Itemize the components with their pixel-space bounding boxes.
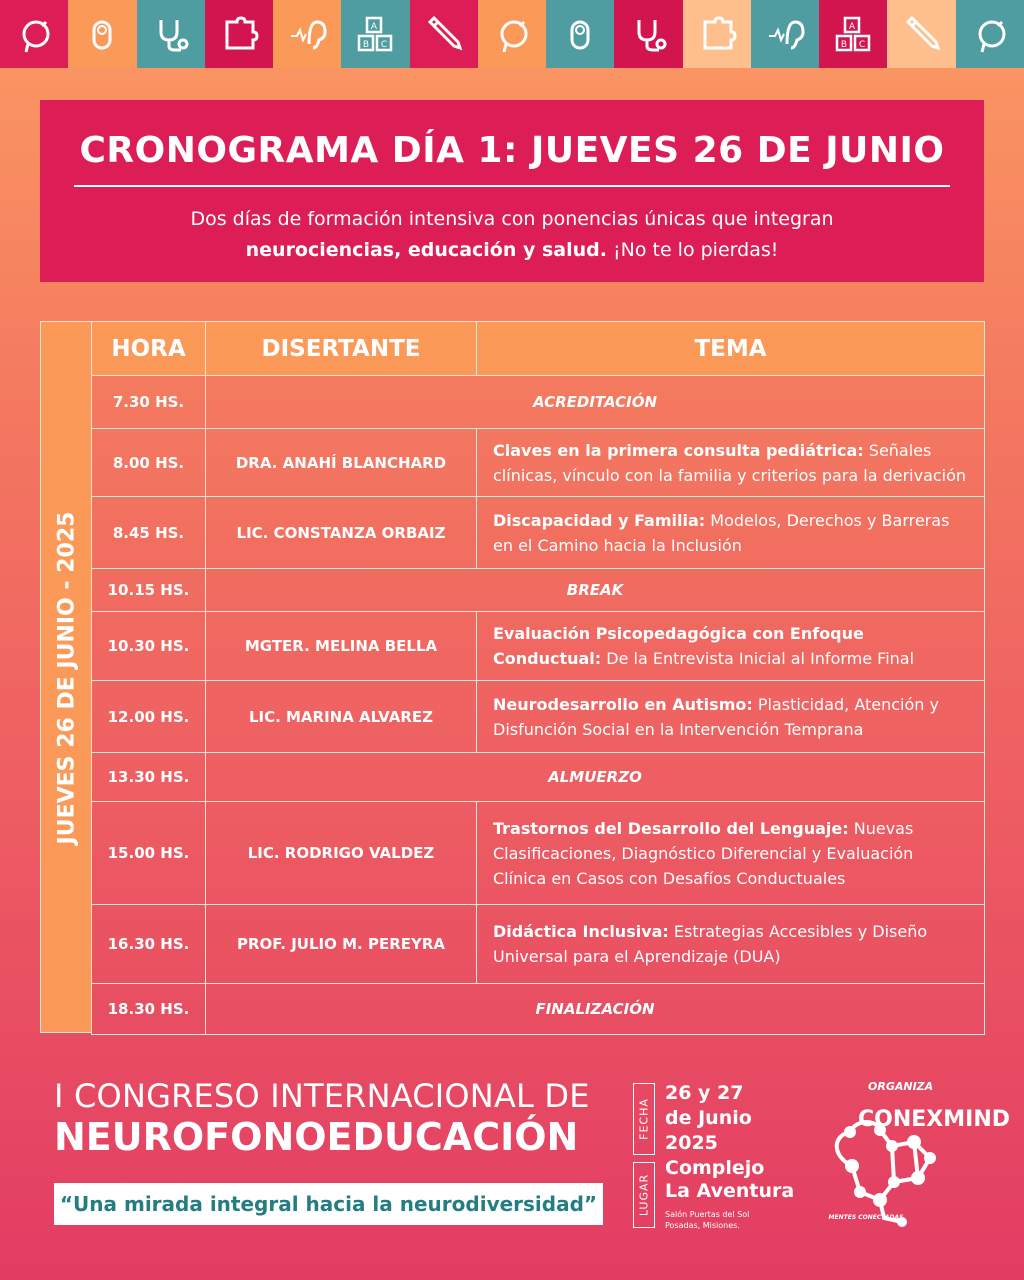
- icon-tile: [205, 0, 273, 68]
- pencil-icon: [424, 14, 464, 54]
- table-row: [92, 681, 985, 753]
- header-disertante: DISERTANTE: [206, 322, 477, 376]
- row-time: 16.30 HS.: [92, 905, 206, 984]
- icon-tile: [0, 0, 68, 68]
- puzzle-icon: [219, 14, 259, 54]
- conexmind-logo-icon: [822, 1096, 1011, 1232]
- topic-description: Modelos, Derechos y Barreras en el Camino hacia la Inclusión: [493, 510, 950, 555]
- icon-tile: [683, 0, 751, 68]
- svg-text:B: B: [841, 40, 848, 50]
- fecha-value: [665, 1081, 752, 1156]
- fecha-line3: 2025: [665, 1132, 718, 1154]
- svg-text:C: C: [859, 40, 866, 50]
- header-subtitle: [40, 204, 984, 266]
- header-banner: [40, 100, 984, 282]
- fecha-label-box: [633, 1083, 655, 1155]
- table-row-break: [92, 376, 985, 429]
- topic-description: Nuevas Clasificaciones, Diagnóstico Diferencial y Evaluación Clínica en Casos con Desafíos Conductuales: [493, 818, 914, 888]
- row-topic: [477, 497, 985, 569]
- fecha-line1: 26 y 27: [665, 1082, 744, 1104]
- icon-tile: [546, 0, 614, 68]
- row-time: 18.30 HS.: [92, 984, 206, 1035]
- table-row: [92, 612, 985, 681]
- topic-description: Plasticidad, Atención y Disfunción Social en la Intervención Temprana: [493, 694, 939, 739]
- row-break-label: ACREDITACIÓN: [206, 376, 985, 429]
- date-side-label: [40, 321, 92, 1033]
- ear-icon: [765, 14, 805, 54]
- topic-description: De la Entrevista Inicial al Informe Final: [601, 649, 915, 668]
- congress-line1: I CONGRESO INTERNACIONAL DE: [54, 1077, 590, 1115]
- icon-tile: [751, 0, 819, 68]
- subtitle-tail: ¡No te lo pierdas!: [606, 239, 779, 261]
- stethoscope-icon: [151, 14, 191, 54]
- row-time: 13.30 HS.: [92, 753, 206, 802]
- table-row-break: [92, 753, 985, 802]
- date-side-text: JUEVES 26 DE JUNIO - 2025: [54, 511, 80, 845]
- row-time: 10.30 HS.: [92, 612, 206, 681]
- row-speaker: PROF. JULIO M. PEREYRA: [206, 905, 477, 984]
- table-row: [92, 429, 985, 497]
- row-topic: [477, 905, 985, 984]
- organiza-label: ORGANIZA: [868, 1080, 934, 1093]
- logo-tagline: MENTES CONECTADAS: [828, 1214, 904, 1221]
- header-divider: [74, 185, 950, 187]
- row-time: 8.00 HS.: [92, 429, 206, 497]
- row-speaker: LIC. CONSTANZA ORBAIZ: [206, 497, 477, 569]
- lugar-detail2: Posadas, Misiones.: [665, 1221, 740, 1230]
- icon-tile: [341, 0, 409, 68]
- row-time: 12.00 HS.: [92, 681, 206, 753]
- puzzle-icon: [697, 14, 737, 54]
- table-row-break: [92, 984, 985, 1035]
- topic-description: Estrategias Accesibles y Diseño Universal para el Aprendizaje (DUA): [493, 922, 928, 966]
- table-row: [92, 905, 985, 984]
- topic-title: Trastornos del Desarrollo del Lenguaje:: [493, 818, 849, 838]
- row-time: 8.45 HS.: [92, 497, 206, 569]
- row-break-label: FINALIZACIÓN: [206, 984, 985, 1035]
- lugar-line1: Complejo: [665, 1157, 765, 1179]
- row-speaker: LIC. RODRIGO VALDEZ: [206, 802, 477, 905]
- subtitle-line2: [40, 235, 984, 266]
- svg-text:A: A: [849, 22, 856, 32]
- lugar-details: [665, 1209, 749, 1231]
- page-title: CRONOGRAMA DÍA 1: JUEVES 26 DE JUNIO: [79, 130, 945, 171]
- icon-tile: [410, 0, 478, 68]
- row-time: 10.15 HS.: [92, 569, 206, 612]
- schedule-table: [91, 321, 985, 1035]
- icon-tile: [273, 0, 341, 68]
- fecha-label: FECHA: [637, 1098, 651, 1140]
- svg-text:A: A: [371, 22, 378, 32]
- baby-icon: [560, 14, 600, 54]
- topic-description: Señales clínicas, vínculo con la familia y criterios para la derivación: [493, 440, 967, 485]
- abc-blocks-icon: [833, 14, 873, 54]
- subtitle-bold: neurociencias, educación y salud.: [245, 239, 607, 261]
- baby-icon: [82, 14, 122, 54]
- header-hora: HORA: [92, 322, 206, 376]
- header-tema: TEMA: [477, 322, 985, 376]
- icon-tile: [887, 0, 955, 68]
- lugar-label-box: [633, 1162, 655, 1228]
- icon-tile: [68, 0, 136, 68]
- congress-name: NEUROFONOEDUCACIÓN: [54, 1115, 579, 1159]
- fecha-line2: de Junio: [665, 1107, 752, 1129]
- row-speaker: LIC. MARINA ALVAREZ: [206, 681, 477, 753]
- icon-tile: [819, 0, 887, 68]
- topic-title: Claves en la primera consulta pediátrica:: [493, 440, 864, 460]
- logo-wordmark: CONEXMIND: [857, 1107, 1011, 1132]
- topic-title: Didáctica Inclusiva:: [493, 922, 669, 941]
- svg-text:B: B: [363, 40, 370, 50]
- row-speaker: MGTER. MELINA BELLA: [206, 612, 477, 681]
- row-speaker: DRA. ANAHÍ BLANCHARD: [206, 429, 477, 497]
- pencil-icon: [902, 14, 942, 54]
- row-topic: [477, 612, 985, 681]
- table-row: [92, 497, 985, 569]
- child-head-icon: [492, 14, 532, 54]
- icon-tile: [137, 0, 205, 68]
- lugar-detail1: Salón Puertas del Sol: [665, 1210, 750, 1219]
- table-row: [92, 802, 985, 905]
- row-break-label: ALMUERZO: [206, 753, 985, 802]
- child-head-icon: [14, 14, 54, 54]
- subtitle-line1: Dos días de formación intensiva con ponencias únicas que integran: [190, 208, 834, 230]
- topic-title: Neurodesarrollo en Autismo:: [493, 694, 753, 714]
- row-time: 7.30 HS.: [92, 376, 206, 429]
- ear-icon: [287, 14, 327, 54]
- abc-blocks-icon: [355, 14, 395, 54]
- row-topic: [477, 429, 985, 497]
- icon-tile: [956, 0, 1024, 68]
- icon-strip: [0, 0, 1024, 68]
- row-time: 15.00 HS.: [92, 802, 206, 905]
- icon-tile: [614, 0, 682, 68]
- topic-title: Evaluación Psicopedagógica con Enfoque Conductual:: [493, 624, 864, 668]
- icon-tile: [478, 0, 546, 68]
- table-row-break: [92, 569, 985, 612]
- stethoscope-icon: [629, 14, 669, 54]
- topic-title: Discapacidad y Familia:: [493, 510, 706, 530]
- lugar-label: LUGAR: [637, 1173, 651, 1217]
- row-topic: [477, 681, 985, 753]
- row-break-label: BREAK: [206, 569, 985, 612]
- child-head-icon: [970, 14, 1010, 54]
- row-topic: [477, 802, 985, 905]
- lugar-line2: La Aventura: [665, 1180, 795, 1202]
- slogan-box: “Una mirada integral hacia la neurodiversidad”: [54, 1183, 603, 1225]
- svg-text:C: C: [381, 40, 388, 50]
- lugar-value: [665, 1157, 794, 1203]
- table-header-row: [92, 322, 985, 376]
